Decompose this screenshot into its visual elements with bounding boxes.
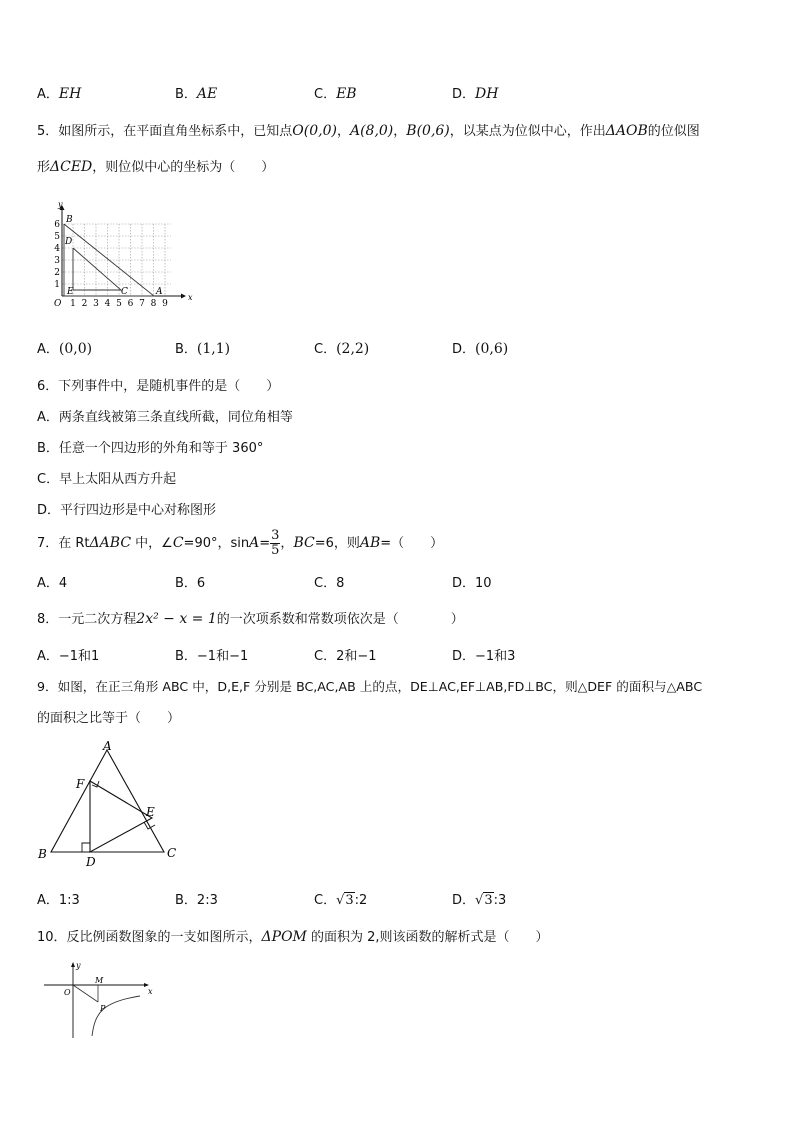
q5-x-ticks: [70, 299, 168, 309]
svg-text:2: 2: [81, 299, 88, 309]
q10-y-arrow-icon: [71, 962, 75, 967]
svg-text:M: M: [95, 976, 104, 985]
q8-option-b[interactable]: B．−1和−1: [175, 649, 249, 664]
q8-option-d[interactable]: D．−1和3: [452, 649, 516, 664]
svg-text:4: 4: [104, 299, 111, 309]
svg-text:E: E: [67, 287, 74, 297]
q6-option-c[interactable]: C．早上太阳从西方升起: [37, 472, 177, 487]
q9-right-angle-d-icon: [82, 843, 90, 852]
svg-text:x: x: [148, 987, 153, 996]
q5-point-labels: [64, 215, 163, 297]
svg-text:3: 3: [93, 299, 99, 309]
q4-option-a[interactable]: A．EH: [37, 86, 82, 102]
q9-option-d[interactable]: D．√3:3: [452, 893, 507, 908]
svg-text:1: 1: [70, 299, 76, 309]
svg-text:3: 3: [54, 256, 60, 266]
svg-text:1: 1: [54, 280, 60, 290]
svg-text:A: A: [156, 287, 163, 297]
svg-text:7: 7: [139, 299, 145, 309]
q7-stem: 7．在 RtΔABC 中，∠C=90°，sinA= $\frac{3}{5}$ ，BC=6，则AB=（ ）: [37, 528, 444, 558]
q7-option-c[interactable]: C．8: [314, 576, 345, 591]
q6-option-b[interactable]: B．任意一个四边形的外角和等于 360°: [37, 441, 264, 456]
q9-option-c[interactable]: C．√3:2: [314, 893, 368, 908]
q5-option-a[interactable]: A．(0,0): [37, 341, 93, 357]
svg-text:F: F: [76, 777, 85, 791]
q5-x-arrow-icon: [181, 294, 186, 299]
q9-option-a[interactable]: A．1:3: [37, 893, 80, 908]
svg-text:B: B: [38, 847, 47, 861]
q9-stem-line2: 的面积之比等于（ ）: [37, 711, 181, 726]
q5-origin-label: O: [54, 299, 62, 309]
q10-segment-op: [73, 985, 98, 1002]
q5-grid: [62, 224, 171, 296]
svg-text:A: A: [103, 739, 112, 753]
q5-option-d[interactable]: D．(0,6): [452, 341, 509, 357]
q6-stem: 6．下列事件中，是随机事件的是（ ）: [37, 379, 280, 394]
svg-text:8: 8: [150, 299, 157, 309]
q5-x-label: x: [188, 293, 193, 302]
q10-hyperbola-graph: [40, 958, 155, 1040]
q5-stem-line1: 5．如图所示，在平面直角坐标系中，已知点O(0,0)，A(8,0)，B(0,6)，以某点为位似中心，作出ΔAOB的位似图: [37, 123, 700, 139]
svg-text:E: E: [146, 805, 155, 819]
svg-text:9: 9: [162, 299, 168, 309]
q8-option-a[interactable]: A．−1和1: [37, 649, 100, 664]
svg-text:6: 6: [54, 220, 60, 230]
q9-triangle-abc: [51, 750, 164, 852]
svg-text:2: 2: [54, 268, 60, 278]
q6-option-a[interactable]: A．两条直线被第三条直线所截，同位角相等: [37, 410, 293, 425]
q8-equation: 2x² − x = 1: [136, 611, 217, 627]
q10-stem: 10．反比例函数图象的一支如图所示，ΔPOM 的面积为 2,则该函数的解析式是（ ）: [37, 929, 549, 945]
q8-stem: 8．一元二次方程2x² − x = 1的一次项系数和常数项依次是（ ）: [37, 611, 464, 627]
q5-coordinate-graph: [45, 198, 195, 310]
q10-hyperbola-curve: [92, 996, 140, 1036]
q7-option-d[interactable]: D．10: [452, 576, 492, 591]
svg-text:D: D: [86, 855, 96, 868]
q9-vertex-labels: [37, 739, 176, 868]
q5-y-ticks: [54, 220, 60, 290]
q9-triangle-figure: [36, 738, 186, 868]
q5-option-b[interactable]: B．(1,1): [175, 341, 231, 357]
svg-text:C: C: [167, 846, 177, 860]
q8-option-c[interactable]: C．2和−1: [314, 649, 377, 664]
q7-option-b[interactable]: B．6: [175, 576, 206, 591]
q4-option-b[interactable]: B．AE: [175, 86, 218, 102]
svg-text:4: 4: [54, 244, 60, 254]
svg-text:6: 6: [127, 299, 134, 309]
q5-option-c[interactable]: C．(2,2): [314, 341, 370, 357]
svg-text:B: B: [66, 215, 73, 225]
svg-text:5: 5: [116, 299, 122, 309]
svg-text:C: C: [121, 287, 128, 297]
q9-stem-line1: 9．如图，在正三角形 ABC 中，D,E,F 分别是 BC,AC,AB 上的点，DE⊥AC,EF⊥AB,FD⊥BC，则△DEF 的面积与△ABC: [37, 679, 703, 694]
svg-text:O: O: [64, 988, 71, 997]
svg-text:D: D: [65, 237, 73, 247]
q9-triangle-def: [90, 781, 152, 852]
svg-text:5: 5: [54, 232, 60, 242]
q4-option-d[interactable]: D．DH: [452, 86, 499, 102]
q4-option-c[interactable]: C．EB: [314, 86, 357, 102]
q7-fraction: $\frac{3}{5}$: [271, 528, 280, 558]
q7-option-a[interactable]: A．4: [37, 576, 68, 591]
q5-stem-line2: 形ΔCED，则位似中心的坐标为（ ）: [37, 159, 275, 175]
q9-option-b[interactable]: B．2:3: [175, 893, 218, 908]
q5-y-label: y: [58, 200, 63, 209]
svg-text:P: P: [100, 1004, 106, 1013]
q6-option-d[interactable]: D．平行四边形是中心对称图形: [37, 503, 217, 518]
svg-text:y: y: [76, 961, 81, 970]
